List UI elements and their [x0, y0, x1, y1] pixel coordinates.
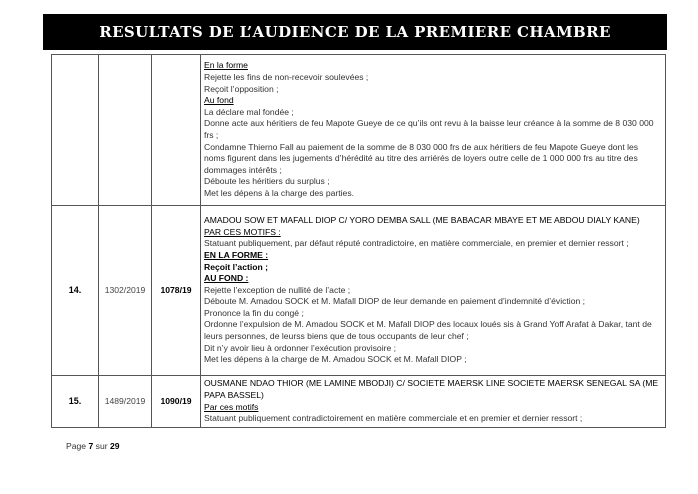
page-footer	[66, 441, 120, 451]
results-table	[51, 54, 666, 428]
case-number: 15.	[52, 376, 99, 428]
page-total: 29	[109, 441, 120, 451]
text-line: Statuant publiquement, par défaut réputé contradictoire, en matière commerciale, en premier et dernier ressort ;	[204, 238, 629, 249]
page-number: 7	[88, 441, 94, 451]
table-row	[52, 376, 666, 428]
section-heading: AU FOND :	[204, 273, 249, 284]
role-number: 1489/2019	[99, 376, 152, 428]
table-row	[52, 206, 666, 376]
role-number: 1302/2019	[99, 206, 152, 376]
decision-number: 1078/19	[152, 206, 201, 376]
page-label: Page	[66, 441, 87, 451]
text-line: Statuant publiquement contradictoirement en matière commerciale et en premier et dernier ressort ;	[204, 413, 583, 424]
parties: OUSMANE NDAO THIOR (ME LAMINE MBODJI) C/ SOCIETE MAERSK LINE SOCIETE MAERSK SENEGAL SA (ME PAPA BASSEL)	[204, 378, 659, 400]
table-row	[52, 55, 666, 206]
decision-text	[201, 206, 666, 376]
text-line: Déboute les héritiers du surplus ;	[204, 176, 330, 187]
section-heading: Par ces motifs	[204, 401, 259, 412]
section-heading: EN LA FORME :	[204, 249, 269, 260]
parties: AMADOU SOW ET MAFALL DIOP C/ YORO DEMBA SALL (ME BABACAR MBAYE ET ME ABDOU DIALY KANE)	[204, 215, 640, 226]
section-heading: En la forme	[204, 60, 248, 71]
page-separator: sur	[95, 441, 108, 451]
text-line: Prononce la fin du congé ;	[204, 307, 304, 318]
section-heading: PAR CES MOTIFS :	[204, 226, 281, 237]
text-line: Déboute M. Amadou SOCK et M. Mafall DIOP de leur demande en paiement d’indemnité d’éviction ;	[204, 296, 586, 307]
text-line: Ordonne l’expulsion de M. Amadou SOCK et M. Mafall DIOP des locaux loués sis à Grand Yoff Arafat à Dakar, tant de leurs personnes, de leurss biens que de tous occupants de leur chef ;	[204, 319, 652, 342]
text-line: Dit n’y avoir lieu à ordonner l’exécution provisoire ;	[204, 342, 397, 353]
case-number: 14.	[52, 206, 99, 376]
text-line: Rejette l’exception de nullité de l’acte ;	[204, 284, 351, 295]
page-title: RESULTATS DE L’AUDIENCE DE LA PREMIERE CHAMBRE	[43, 14, 667, 50]
decision-number: 1090/19	[152, 376, 201, 428]
text-line: Donne acte aux héritiers de feu Mapote Gueye de ce qu’ils ont revu à la baisse leur créance à la somme de 8 030 000 frs ;	[204, 118, 654, 140]
text-line: Met les dépens à la charge des parties.	[204, 187, 355, 198]
text-line: Met les dépens à la charge de M. Amadou SOCK et M. Mafall DIOP ;	[204, 354, 467, 365]
text-line: Condamne Thierno Fall au paiement de la somme de 8 030 000 frs de aux héritiers de feu Mapote Gueye dont les noms figurent dans les jugements d’hérédité au titre des arriérés de loyers outre celle de 1 000 000 frs au titre des dommages intérêts ;	[204, 141, 639, 175]
text-line: La déclare mal fondée ;	[204, 106, 294, 117]
decision-number	[152, 55, 201, 206]
text-line: Rejette les fins de non-recevoir soulevées ;	[204, 72, 369, 83]
section-heading: Au fond	[204, 95, 234, 106]
decision-text	[201, 55, 666, 206]
text-line: Reçoit l’opposition ;	[204, 83, 279, 94]
role-number	[99, 55, 152, 206]
case-number	[52, 55, 99, 206]
text-line: Reçoit l’action ;	[204, 261, 268, 272]
decision-text	[201, 376, 666, 428]
